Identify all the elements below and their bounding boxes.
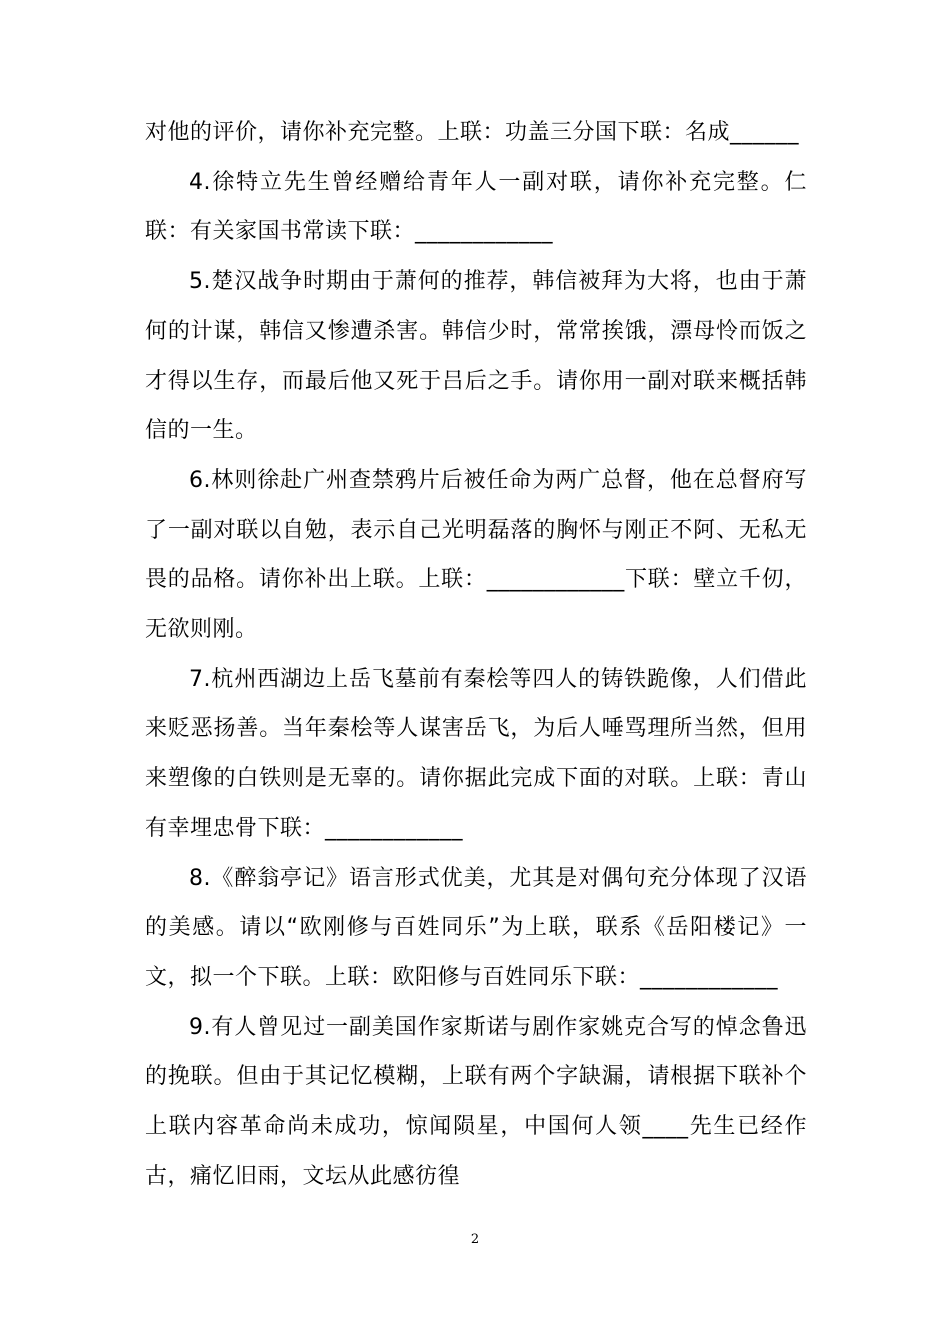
- paragraph-question-4: 4.徐特立先生曾经赠给青年人一副对联，请你补充完整。仁联：有关家国书常读下联：____________: [145, 169, 807, 245]
- paragraph-question-9: 9.有人曾见过一副美国作家斯诺与剧作家姚克合写的悼念鲁迅的挽联。但由于其记忆模糊，上联有两个字缺漏，请根据下联补个上联内容革命尚未成功，惊闻陨星，中国何人领____先生已经作古，痛忆旧雨，文坛从此感彷徨: [145, 1014, 807, 1189]
- document-body: [145, 108, 807, 1201]
- page-number: 2: [470, 1232, 480, 1247]
- paragraph-question-6: 6.林则徐赴广州查禁鸦片后被任命为两广总督，他在总督府写了一副对联以自勉，表示自己光明磊落的胸怀与刚正不阿、无私无畏的品格。请你补出上联。上联：____________下联：壁立千仞，无欲则刚。: [145, 467, 807, 643]
- paragraph-question-7: 7.杭州西湖边上岳飞墓前有秦桧等四人的铸铁跪像，人们借此来贬恶扬善。当年秦桧等人谋害岳飞，为后人唾骂理所当然，但用来塑像的白铁则是无辜的。请你据此完成下面的对联。上联：青山有幸埋忠骨下联：____________: [145, 666, 807, 841]
- paragraph-3-continuation: 对他的评价，请你补充完整。上联：功盖三分国下联：名成______: [145, 120, 800, 145]
- paragraph-question-8: 8.《醉翁亭记》语言形式优美，尤其是对偶句充分体现了汉语的美感。请以“欧刚修与百姓同乐”为上联，联系《岳阳楼记》一文，拟一个下联。上联：欧阳修与百姓同乐下联：____________: [145, 865, 807, 990]
- paragraph-question-5: 5.楚汉战争时期由于萧何的推荐，韩信被拜为大将，也由于萧何的计谋，韩信又惨遭杀害。韩信少时，常常挨饿，漂母怜而饭之才得以生存，而最后他又死于吕后之手。请你用一副对联来概括韩信的一生。: [145, 269, 807, 444]
